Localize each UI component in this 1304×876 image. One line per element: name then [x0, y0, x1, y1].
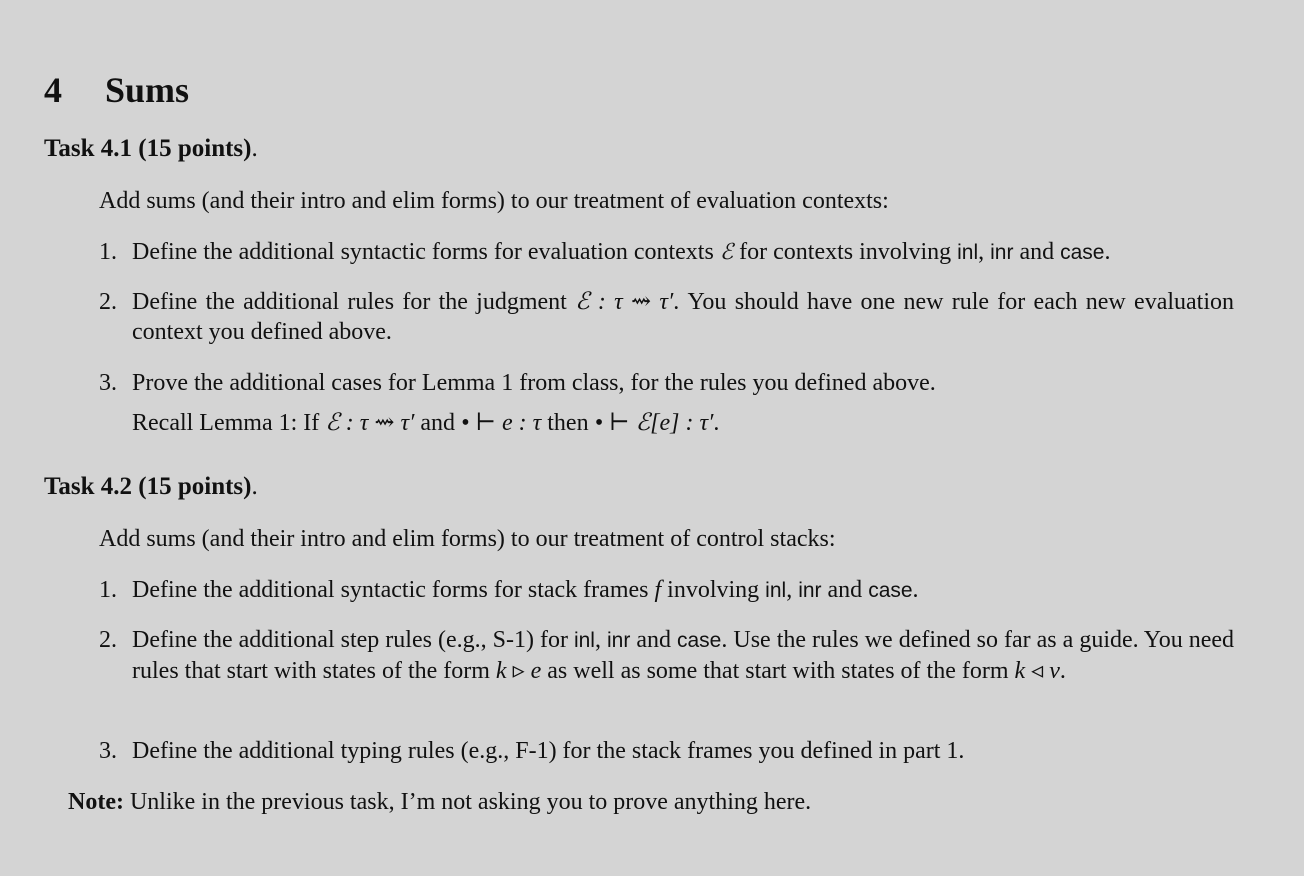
item-text: Define the additional rules for the judgment: [132, 289, 576, 315]
item-text: ,: [594, 627, 607, 653]
item-text: Define the additional syntactic forms for stack frames: [132, 577, 655, 603]
task-4-2-title: Task 4.2 (15 points): [44, 473, 252, 500]
math-eval-context: ℰ: [719, 240, 734, 265]
item-number: 2.: [99, 627, 117, 653]
item-number: 3.: [99, 738, 117, 764]
item-text: for contexts involving: [733, 239, 958, 265]
item-text: as well as some that start with states of the form: [541, 658, 1015, 684]
item-text: ,: [786, 577, 799, 603]
keyword-inl: inl: [957, 241, 979, 264]
task-4-2-item-3: [99, 736, 1234, 766]
task-4-2-item-1: [99, 575, 1234, 606]
recall-text: .: [713, 410, 720, 436]
item-text: . Use the rules we defined so far as a guide. You need rules that start with states of the form: [132, 627, 1235, 684]
keyword-inr: inr: [606, 629, 631, 652]
item-text: .: [1059, 658, 1066, 684]
math-frame: f: [654, 577, 662, 603]
task-4-2-heading: Task 4.2 (15 points).: [44, 473, 258, 500]
math-typing: • ⊢ e : τ: [460, 410, 542, 436]
math-judgment: ℰ : τ ⇝ τ′: [575, 289, 674, 315]
item-text: Define the additional step rules (e.g., S-1) for: [132, 627, 574, 653]
keyword-inr: inr: [798, 579, 822, 602]
recall-text: and: [414, 410, 461, 436]
item-text: Prove the additional cases for Lemma 1 from class, for the rules you defined above.: [132, 370, 936, 396]
task-4-2-intro: Add sums (and their intro and elim forms) to our treatment of control stacks:: [99, 526, 836, 552]
note: [68, 787, 811, 817]
section-heading: [44, 68, 189, 112]
task-4-1-intro: Add sums (and their intro and elim forms) to our treatment of evaluation contexts:: [99, 188, 889, 214]
task-4-1-item-3: [99, 368, 1234, 398]
item-text: ,: [978, 239, 991, 265]
keyword-inl: inl: [573, 629, 595, 652]
task-4-1-item-2: [99, 287, 1234, 347]
item-text: . You should have one new rule for each new evaluation context you defined above.: [132, 289, 1234, 345]
recall-text: then: [541, 410, 595, 436]
item-number: 1.: [99, 239, 117, 265]
keyword-inr: inr: [990, 241, 1014, 264]
note-label: Note:: [68, 789, 124, 815]
item-text: and: [821, 577, 869, 603]
math-state-return: k ◃ v: [1014, 658, 1060, 684]
item-text: and: [630, 627, 677, 653]
math-state-eval: k ▹ e: [495, 658, 542, 684]
keyword-case: case: [677, 629, 722, 652]
task-4-1-item-1: [99, 237, 1234, 268]
math-conclusion: • ⊢ ℰ[e] : τ′: [594, 410, 714, 436]
recall-text: Recall Lemma 1: If: [132, 410, 326, 436]
section-number: 4: [44, 70, 62, 110]
task-4-1-title: Task 4.1 (15 points): [44, 135, 252, 162]
keyword-case: case: [868, 579, 913, 602]
math-judgment: ℰ : τ ⇝ τ′: [325, 410, 415, 436]
lemma-recall: [132, 408, 719, 438]
item-text: Define the additional typing rules (e.g., F-1) for the stack frames you defined in part 1.: [132, 738, 965, 764]
item-text: and: [1013, 239, 1061, 265]
task-4-2-item-2: [99, 625, 1234, 686]
task-4-1-heading: Task 4.1 (15 points).: [44, 135, 258, 162]
item-text: Define the additional syntactic forms for evaluation contexts: [132, 239, 720, 265]
item-number: 3.: [99, 370, 117, 396]
item-text: .: [912, 577, 919, 603]
keyword-case: case: [1060, 241, 1105, 264]
note-text: Unlike in the previous task, I’m not asking you to prove anything here.: [129, 789, 812, 815]
item-text: .: [1104, 239, 1111, 265]
item-text: involving: [661, 577, 766, 603]
section-title: Sums: [105, 70, 190, 110]
item-number: 1.: [99, 577, 117, 603]
keyword-inl: inl: [765, 579, 787, 602]
item-number: 2.: [99, 289, 117, 315]
